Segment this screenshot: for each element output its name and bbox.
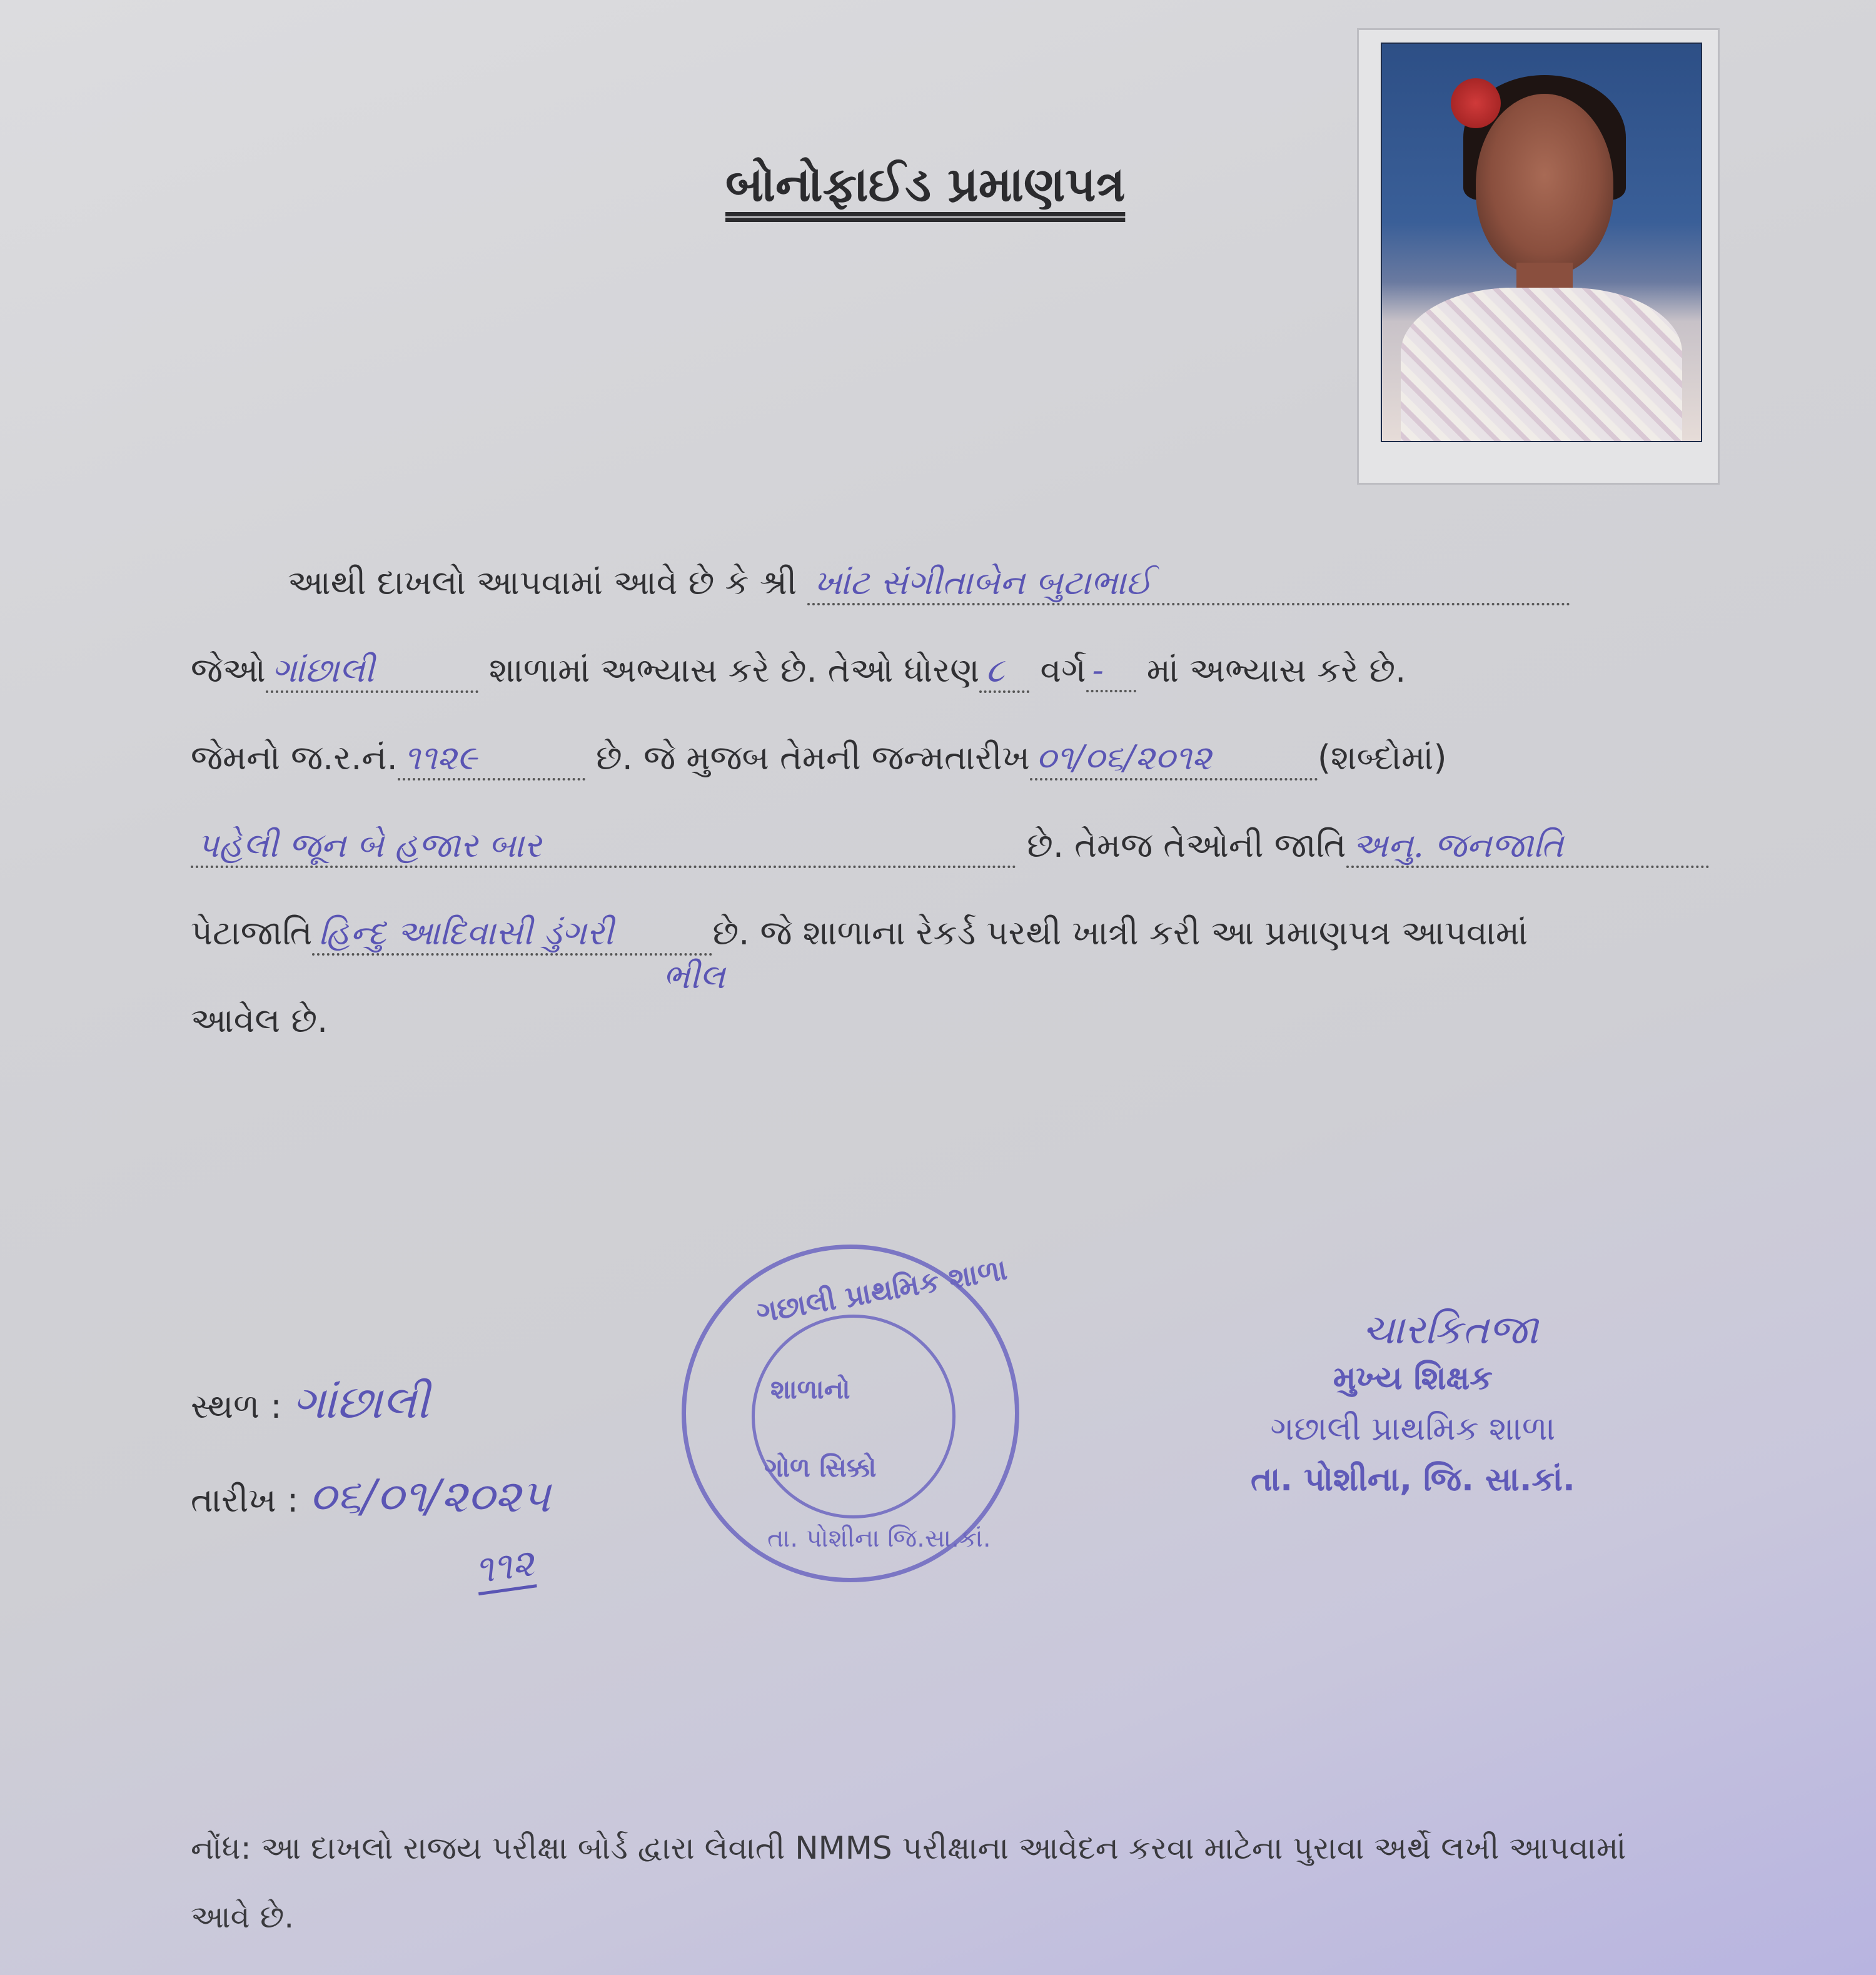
stamp-bottom-text: તા. પોશીના જિ.સા.કાં. (767, 1524, 991, 1553)
body-line-2 (191, 650, 1406, 693)
body-line-3 (191, 738, 1447, 780)
school-stamp (682, 1245, 1019, 1582)
line3-suffix: (શબ્દોમાં) (1317, 738, 1447, 777)
handwritten-signature: ચારકિતજા (1362, 1307, 1538, 1353)
line2-mid2: વર્ગ (1040, 650, 1086, 690)
birth-date: ૦૧/૦૬/૨૦૧૨ (1030, 738, 1318, 780)
footer-note: નોંધ: આ દાખલો રાજય પરીક્ષા બોર્ડ દ્વારા લેવાતી NMMS પરીક્ષાના આવેદન કરવા માટેના પુરાવા અર્થે લખી આપવામાં આવે છે. (191, 1830, 1626, 1935)
stamp-inner-ring (752, 1315, 956, 1518)
place-row (191, 1376, 429, 1430)
stamp-inner-line-1: શાળાનો (770, 1374, 850, 1405)
birth-date-words: પહેલી જૂન બે હજાર બાર (191, 826, 1016, 868)
line2-prefix: જેઓ (191, 650, 266, 690)
body-line-6: આવેલ છે. (191, 1001, 328, 1040)
photo-face (1476, 94, 1613, 275)
photo-flower (1451, 78, 1501, 128)
register-number: ૧૧૨૯ (398, 738, 585, 780)
line2-suffix: માં અભ્યાસ કરે છે. (1146, 650, 1406, 690)
subcaste-extra: ભીલ (663, 957, 725, 996)
line5-suffix: છે. જે શાળાના રેકર્ડ પરથી ખાત્રી કરી આ પ્રમાણપત્ર આપવામાં (712, 913, 1528, 952)
signature-block (1251, 1307, 1575, 1499)
student-photo-frame (1357, 28, 1720, 485)
place-label: સ્થળ : (191, 1387, 282, 1426)
line1-prefix: આથી દાખલો આપવામાં આવે છે કે શ્રી (288, 563, 797, 602)
body-line-5 (191, 913, 1528, 956)
line2-mid: શાળામાં અભ્યાસ કરે છે. તેઓ ધોરણ (488, 650, 980, 690)
stamp-top-text: ગછાલી પ્રાથમિક શાળા (754, 1252, 1010, 1330)
body-line-1 (288, 563, 1570, 605)
line3-mid: છે. જે મુજબ તેમની જન્મતારીખ (596, 738, 1030, 777)
standard: ૮ (979, 650, 1029, 693)
place-value: ગાંછાલી (292, 1376, 430, 1428)
body-line-4 (191, 826, 1709, 868)
signatory-role: મુખ્ય શિક્ષક (1333, 1360, 1493, 1397)
school-name: ગાંછાલી (266, 650, 478, 693)
date-row (191, 1470, 550, 1523)
division: - (1086, 650, 1136, 692)
outward-number: ૧૧૨ (472, 1541, 537, 1595)
date-value: ૦૬/૦૧/૨૦૨૫ (309, 1470, 551, 1522)
photo-clothes (1401, 288, 1682, 442)
line4-mid: છે. તેમજ તેઓની જાતિ (1027, 826, 1346, 865)
student-photo (1381, 43, 1702, 442)
certificate-title: બોનોફાઈડ પ્રમાણપત્ર (725, 156, 1126, 212)
caste: અનુ. જનજાતિ (1346, 826, 1709, 868)
line5-prefix: પેટાજાતિ (191, 913, 313, 952)
line3-prefix: જેમનો જ.ર.નં. (191, 738, 398, 777)
signatory-school: ગછાલી પ્રાથમિક શાળા (1270, 1410, 1556, 1448)
subcaste: હિન્દુ આદિવાસી ડુંગરી (312, 913, 712, 956)
signatory-address: તા. પોશીના, જિ. સા.કાં. (1251, 1461, 1575, 1498)
stamp-inner-line-2: ગોળ સિક્કો (764, 1452, 877, 1483)
student-name: ખાંટ સંગીતાબેન બુટાભાઈ (807, 563, 1570, 605)
date-label: તારીખ : (191, 1480, 299, 1520)
